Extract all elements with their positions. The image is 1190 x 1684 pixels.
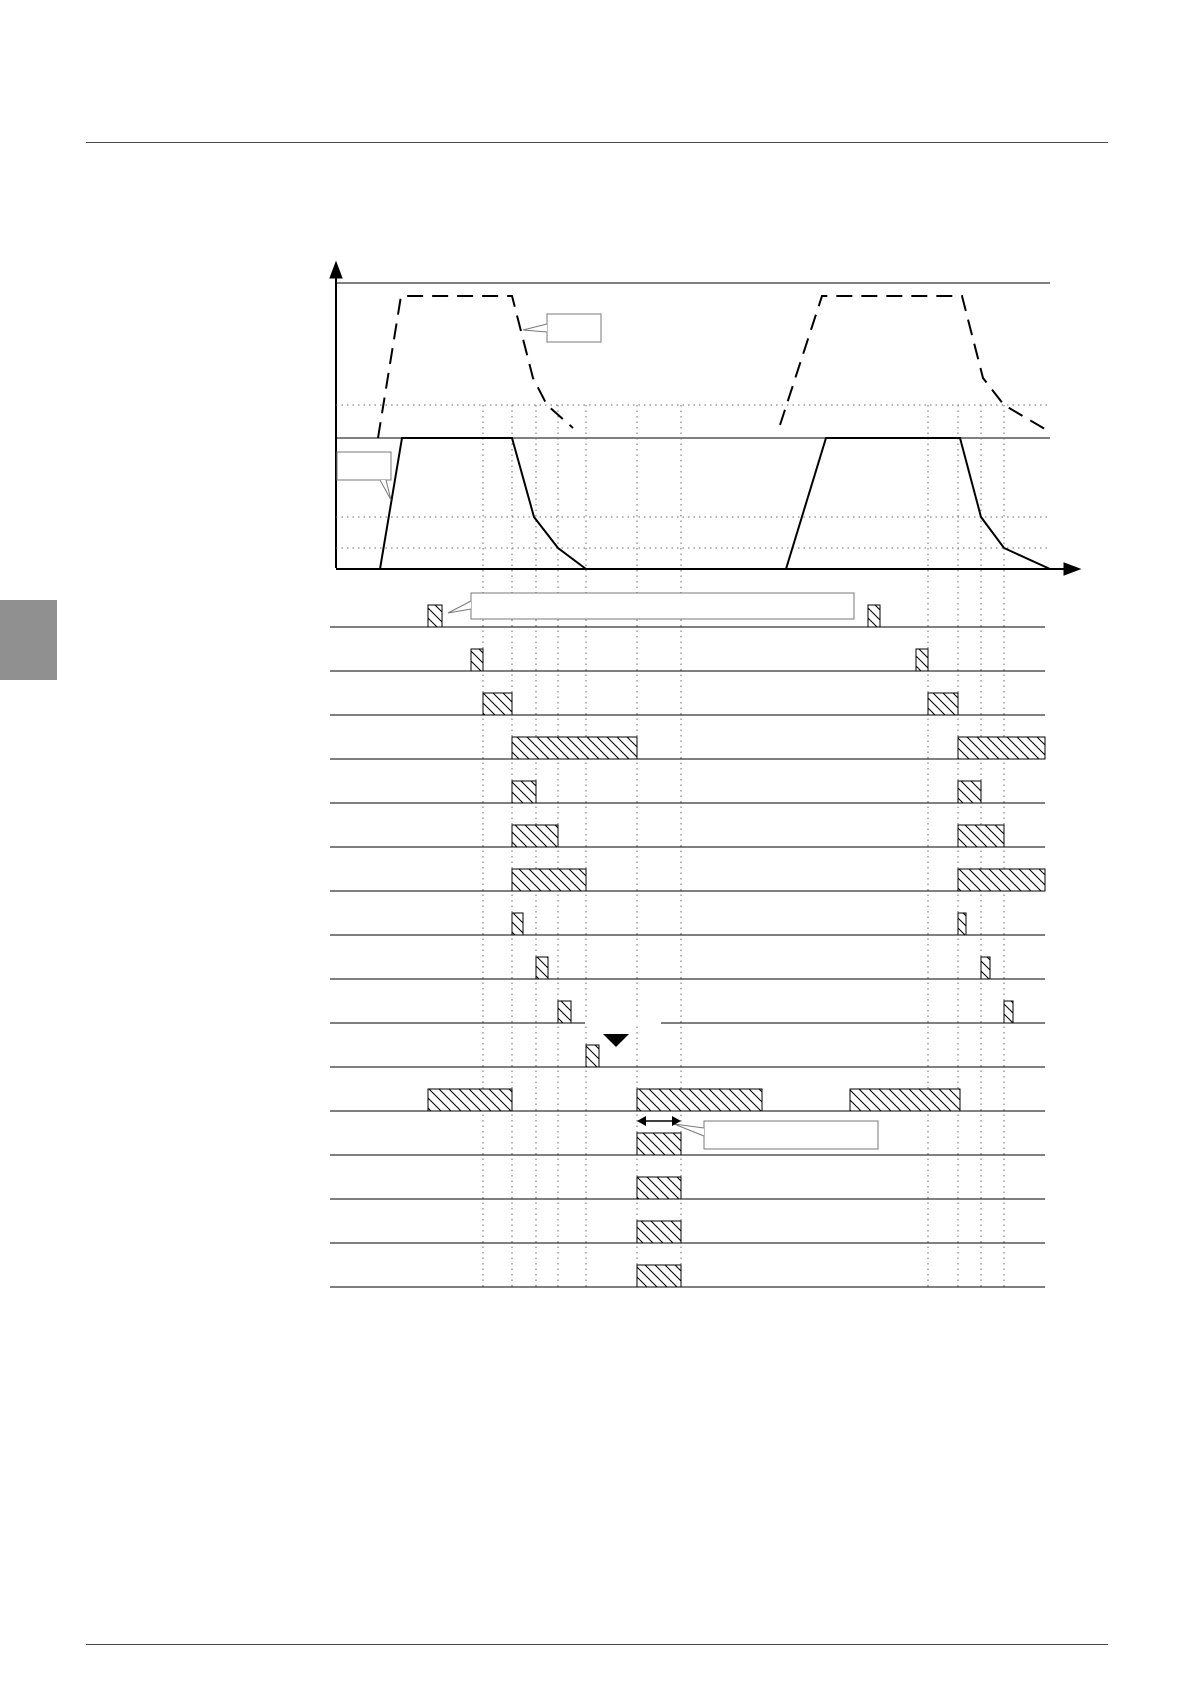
y-axis-arrow bbox=[330, 262, 342, 278]
row-5-pulse-2 bbox=[958, 781, 981, 803]
row-13-pulse-1 bbox=[637, 1133, 681, 1155]
row-6-pulse-1 bbox=[512, 825, 558, 847]
row-14 bbox=[330, 1177, 1045, 1199]
row-4-pulse-2 bbox=[958, 737, 1045, 759]
dashed-curve-cycle-1 bbox=[378, 296, 573, 438]
row-5-pulse-1 bbox=[512, 781, 536, 803]
solid-curve-cycle-2 bbox=[786, 438, 1050, 569]
row-1-pulse-2 bbox=[868, 605, 880, 627]
row-8-pulse-2 bbox=[958, 913, 966, 935]
row-12-pulse-2 bbox=[637, 1089, 762, 1111]
callout-row-1 bbox=[448, 593, 854, 619]
dashed-curve-cycle-2 bbox=[780, 296, 1050, 432]
down-triangle-icon bbox=[603, 1034, 629, 1047]
plot-grid bbox=[336, 405, 1050, 548]
callout-dashed-curve bbox=[523, 314, 601, 342]
row-7-pulse-2 bbox=[958, 869, 1045, 891]
row-6 bbox=[330, 825, 1045, 847]
row-7-pulse-1 bbox=[512, 869, 586, 891]
row-2 bbox=[330, 649, 1045, 671]
row-11-pulse-1 bbox=[586, 1045, 599, 1067]
row-16 bbox=[330, 1265, 1045, 1287]
row-3-pulse-2 bbox=[928, 693, 958, 715]
row-15-pulse-1 bbox=[637, 1221, 681, 1243]
row-16-pulse-1 bbox=[637, 1265, 681, 1287]
row-3-pulse-1 bbox=[483, 693, 512, 715]
row-10 bbox=[330, 1001, 1045, 1023]
callout-interval bbox=[674, 1121, 878, 1149]
row-9-pulse-2 bbox=[981, 957, 990, 979]
row-2-pulse-1 bbox=[471, 649, 483, 671]
row-5 bbox=[330, 781, 1045, 803]
axes bbox=[330, 262, 1080, 575]
row-6-pulse-2 bbox=[958, 825, 1004, 847]
row-11-gap-mask bbox=[585, 1020, 661, 1026]
callout-solid-curve bbox=[337, 452, 391, 500]
curves bbox=[378, 296, 1050, 569]
row-10-pulse-1 bbox=[558, 1001, 571, 1023]
row-15 bbox=[330, 1221, 1045, 1243]
row-8-pulse-1 bbox=[512, 913, 523, 935]
row-2-pulse-2 bbox=[916, 649, 928, 671]
row-14-pulse-1 bbox=[637, 1177, 681, 1199]
signal-rows bbox=[330, 605, 1045, 1287]
row-10-pulse-2 bbox=[1004, 1001, 1013, 1023]
row-12-pulse-1 bbox=[428, 1089, 512, 1111]
row-3 bbox=[330, 693, 1045, 715]
row-4 bbox=[330, 737, 1045, 759]
row-8 bbox=[330, 913, 1045, 935]
row-9 bbox=[330, 957, 1045, 979]
row-11 bbox=[330, 1045, 1045, 1067]
row-12 bbox=[330, 1089, 1045, 1111]
row-4-pulse-1 bbox=[512, 737, 637, 759]
row-13 bbox=[330, 1133, 1045, 1155]
interval-arrow-left-icon bbox=[637, 1116, 646, 1126]
x-axis-arrow bbox=[1064, 563, 1080, 575]
row-1-pulse-1 bbox=[428, 605, 442, 627]
row-7 bbox=[330, 869, 1045, 891]
row-12-pulse-3 bbox=[850, 1089, 960, 1111]
row-9-pulse-1 bbox=[536, 957, 548, 979]
